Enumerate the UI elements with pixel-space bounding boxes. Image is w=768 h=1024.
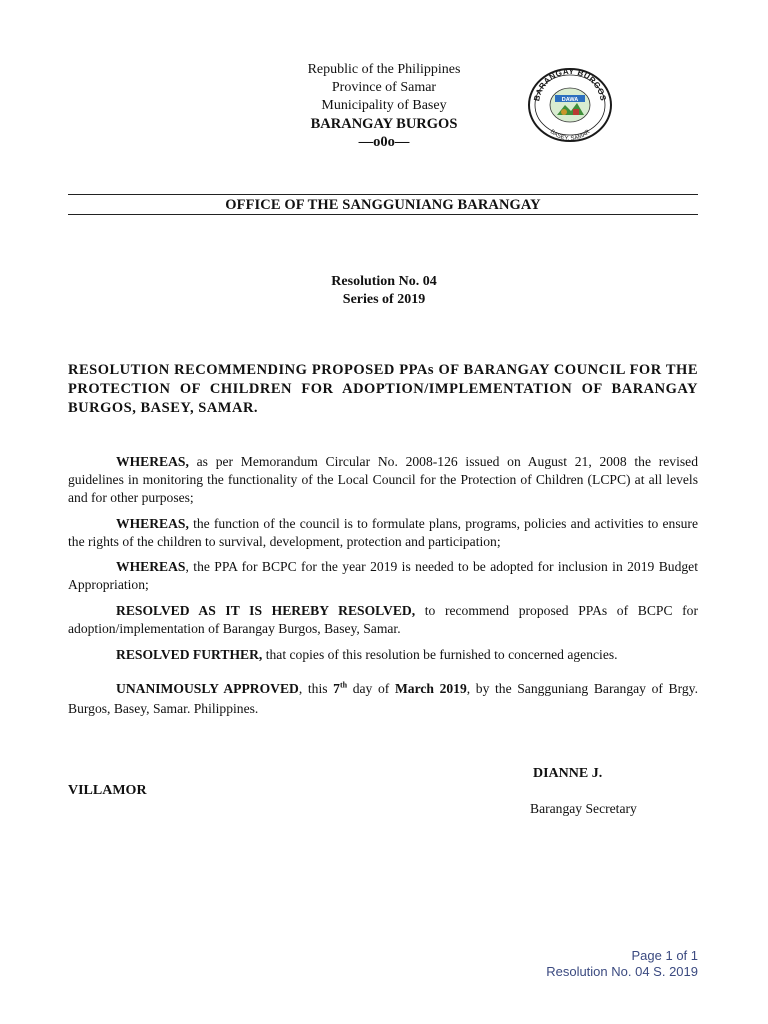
paragraph-lead: WHEREAS [116,559,186,574]
signatory-name-first: DIANNE J. [533,766,603,781]
header-municipality: Municipality of Basey [321,98,447,113]
letterhead [234,61,534,151]
paragraph-resolved-further [68,646,698,664]
seal-center-text: DAWA [561,97,579,103]
paragraph-whereas-2 [68,515,698,551]
header-barangay: BARANGAY BURGOS [310,116,458,132]
paragraph-text: as per Memorandum Circular No. 2008-126 issued on August 21, 2008 the revised guidelines in monitoring the functionality of the Local Council for the Protection of Children (LCPC) at all levels and for other purposes; [68,454,698,505]
header-republic: Republic of the Philippines [307,62,461,77]
seal-top-text: BARANGAY BURGOS [532,67,608,102]
footer-page-number: Page 1 of 1 [631,948,698,963]
approval-day-suffix: th [339,680,348,690]
approval-day: 7 [333,681,340,696]
paragraph-resolved [68,602,698,638]
approval-text-2: day of [347,681,395,696]
office-heading: OFFICE OF THE SANGGUNIANG BARANGAY [225,197,541,213]
resolution-number-block [234,273,534,309]
approval-date: March 2019 [394,681,467,696]
paragraph-text: , the PPA for BCPC for the year 2019 is needed to be adopted for inclusion in 2019 Budget Appropriation; [68,559,698,592]
paragraph-text: to recommend proposed PPAs of BCPC for adoption/implementation of Barangay Burgos, Basey, Samar. [68,603,698,636]
resolution-title: RESOLUTION RECOMMENDING PROPOSED PPAs OF BARANGAY COUNCIL FOR THE PROTECTION OF CHILDREN FOR ADOPTION/IMPLEMENTATION OF BARANGAY BURGOS, BASEY, SAMAR. [68,362,698,416]
approval-text-1: , this [298,681,334,696]
paragraph-lead: WHEREAS, [116,454,189,469]
paragraph-text: that copies of this resolution be furnished to concerned agencies. [262,647,618,662]
paragraph-whereas-1 [68,453,698,507]
paragraph-text: the function of the council is to formulate plans, programs, policies and activities to ensure the rights of the children to survival, development, protection and participation; [68,516,698,549]
footer-reference: Resolution No. 04 S. 2019 [546,964,698,979]
barangay-seal-icon [527,67,613,143]
seal-bottom-text: BASEY, SAMAR [548,128,592,143]
approval-paragraph [68,679,698,719]
signatory-name-last: VILLAMOR [68,783,147,798]
paragraph-lead: RESOLVED AS IT IS HEREBY RESOLVED, [116,603,416,618]
header-province: Province of Samar [331,80,437,95]
header-ornament: —o0o— [358,134,410,150]
paragraph-lead: WHEREAS, [116,516,189,531]
footer [546,948,698,980]
paragraph-lead: RESOLVED FURTHER, [116,647,263,662]
resolution-number: Resolution No. 04 [331,274,437,289]
approval-text-3: , by the Sangguniang Barangay of Brgy. Burgos, Basey, Samar. Philippines. [68,681,698,716]
paragraph-whereas-3 [68,558,698,594]
approval-lead: UNANIMOUSLY APPROVED [116,681,299,696]
bottom-rule [68,214,698,215]
signatory-role: Barangay Secretary [530,801,637,816]
resolution-series: Series of 2019 [342,292,426,307]
top-rule [68,194,698,195]
